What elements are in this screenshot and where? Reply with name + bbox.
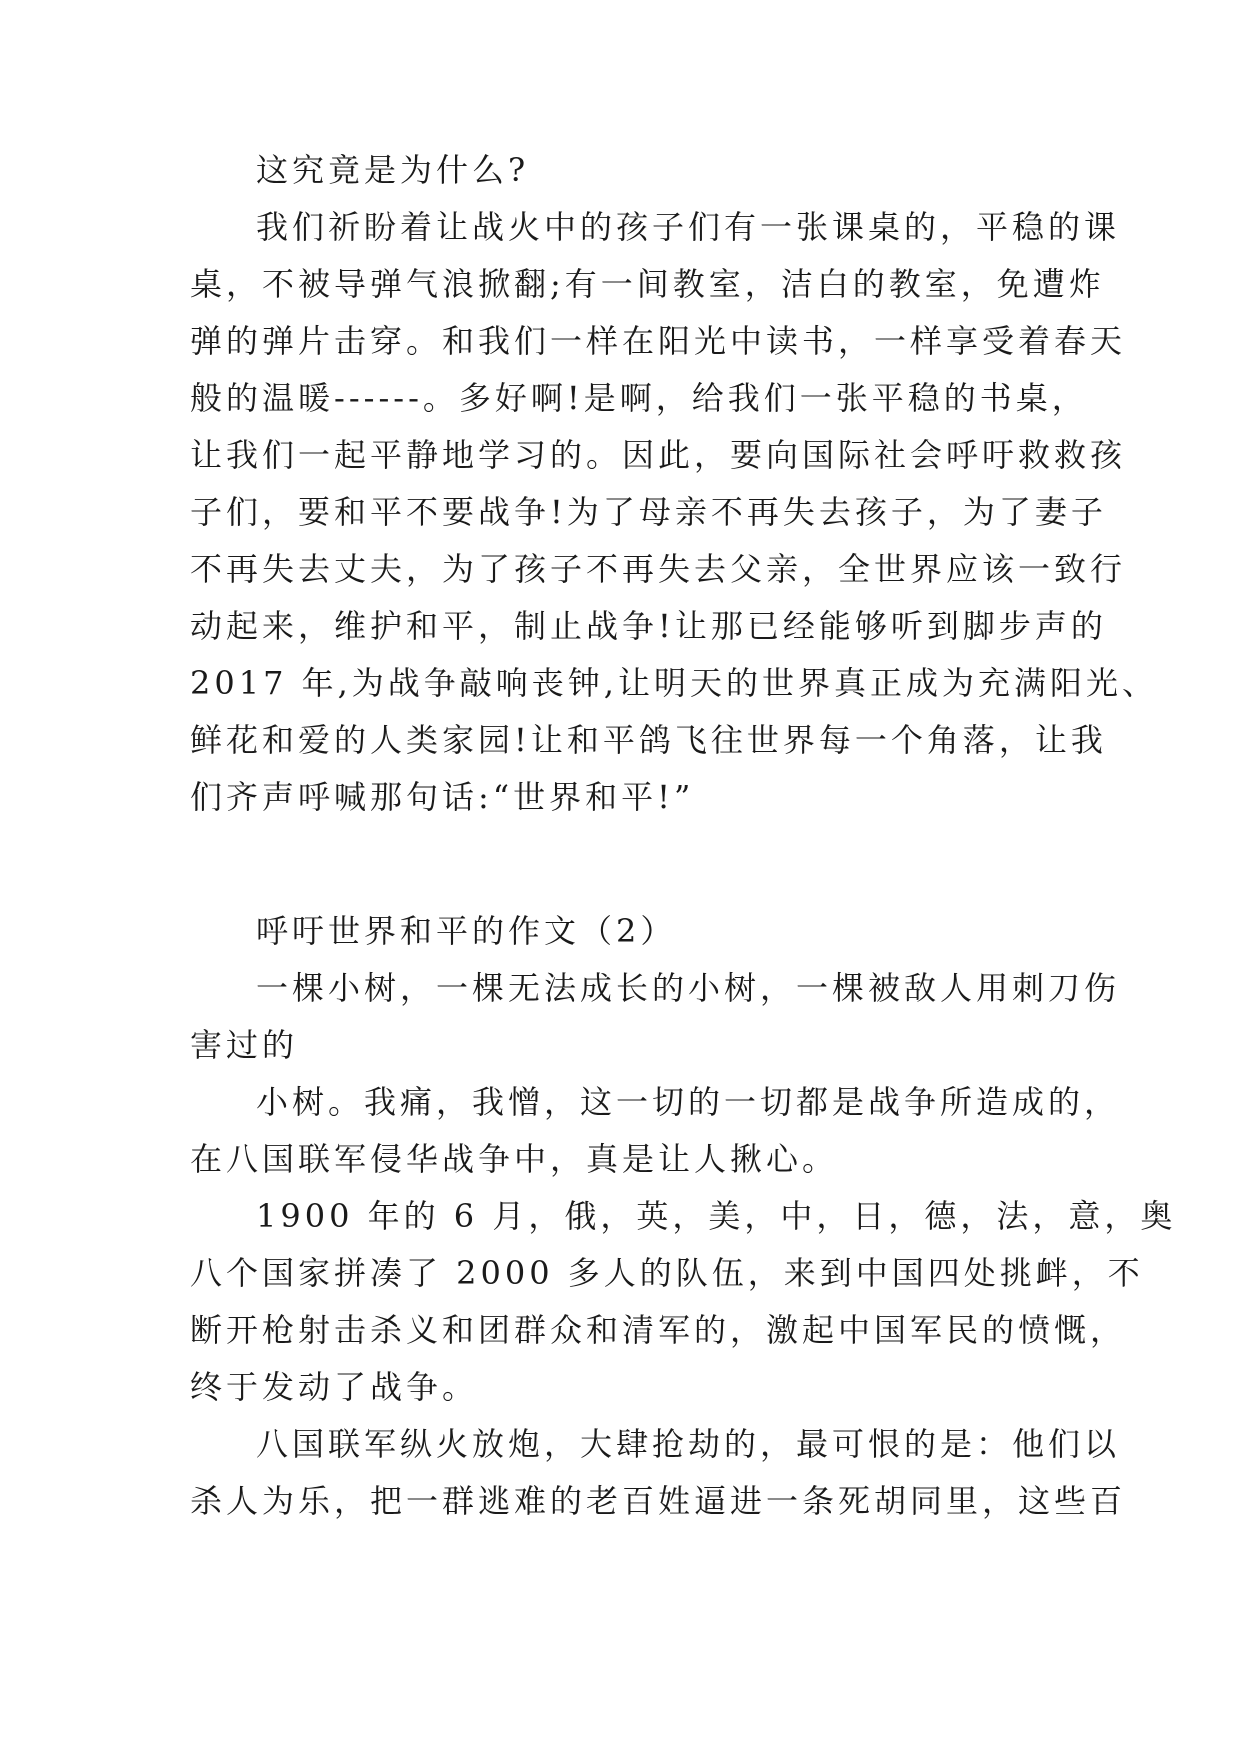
paragraph-line: 小树。我痛，我憎，这一切的一切都是战争所造成的， (256, 1083, 1121, 1121)
paragraph-line: 不再失去丈夫，为了孩子不再失去父亲，全世界应该一致行 (190, 550, 1127, 588)
paragraph-line: 断开枪射击杀义和团群众和清军的，激起中国军民的愤慨， (190, 1311, 1127, 1349)
paragraph-line: 八国联军纵火放炮，大肆抢劫的，最可恨的是：他们以 (256, 1425, 1121, 1463)
paragraph-line: 们齐声呼喊那句话:“世界和平!” (190, 778, 695, 816)
section-title: 呼吁世界和平的作文（2） (256, 912, 677, 950)
paragraph-line: 八个国家拼凑了 2000 多人的队伍，来到中国四处挑衅，不 (190, 1254, 1144, 1292)
paragraph-line: 子们，要和平不要战争!为了母亲不再失去孩子，为了妻子 (190, 493, 1107, 531)
paragraph-line: 在八国联军侵华战争中，真是让人揪心。 (190, 1140, 839, 1178)
paragraph-line: 般的温暖------。多好啊!是啊，给我们一张平稳的书桌， (190, 379, 1088, 417)
paragraph-line: 鲜花和爱的人类家园!让和平鸽飞往世界每一个角落，让我 (190, 721, 1107, 759)
paragraph-line: 桌，不被导弹气浪掀翻;有一间教室，洁白的教室，免遭炸 (190, 265, 1105, 303)
paragraph-line: 1900 年的 6 月，俄，英，美，中，日，德，法，意，奥 (256, 1197, 1177, 1235)
paragraph-line: 一棵小树，一棵无法成长的小树，一棵被敌人用刺刀伤 (256, 969, 1121, 1007)
paragraph-line: 让我们一起平静地学习的。因此，要向国际社会呼吁救救孩 (190, 436, 1127, 474)
paragraph-line: 动起来，维护和平，制止战争!让那已经能够听到脚步声的 (190, 607, 1107, 645)
paragraph-line: 弹的弹片击穿。和我们一样在阳光中读书，一样享受着春天 (190, 322, 1127, 360)
paragraph-line: 害过的 (190, 1026, 299, 1064)
paragraph-line: 我们祈盼着让战火中的孩子们有一张课桌的，平稳的课 (256, 208, 1121, 246)
paragraph-line: 杀人为乐，把一群逃难的老百姓逼进一条死胡同里，这些百 (190, 1482, 1127, 1520)
paragraph-line: 终于发动了战争。 (190, 1368, 479, 1406)
paragraph-line: 2017 年,为战争敲响丧钟,让明天的世界真正成为充满阳光、 (190, 664, 1158, 702)
paragraph-line: 这究竟是为什么? (256, 151, 530, 189)
